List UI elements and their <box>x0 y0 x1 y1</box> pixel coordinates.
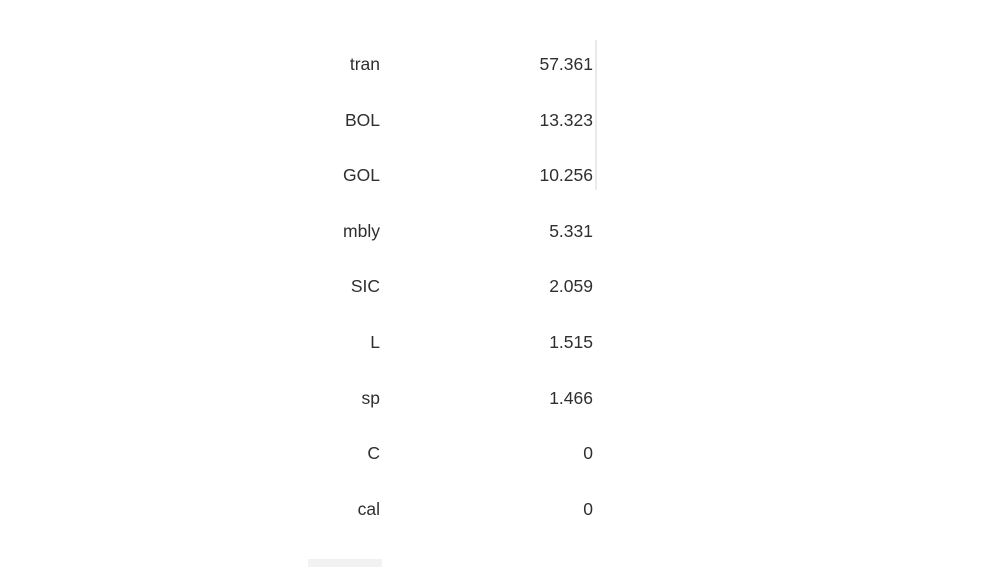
row-label: SIC <box>350 276 380 297</box>
row-value: 5.331 <box>549 220 593 241</box>
row-label: BOL <box>344 109 380 130</box>
table-row <box>0 426 593 482</box>
table-row <box>0 371 593 427</box>
partial-next-element <box>308 559 382 567</box>
row-label: GOL <box>343 165 380 186</box>
row-value: 0 <box>583 498 593 519</box>
key-value-table <box>0 37 593 537</box>
row-label: mbly <box>343 220 380 241</box>
table-row <box>0 259 593 315</box>
row-value: 1.515 <box>549 332 593 353</box>
row-label: tran <box>349 54 380 75</box>
row-value: 57.361 <box>539 54 593 75</box>
row-label: C <box>367 443 380 464</box>
table-row <box>0 37 593 93</box>
row-label: sp <box>361 387 380 408</box>
table-row <box>0 482 593 538</box>
row-label: L <box>370 332 380 353</box>
table-row <box>0 93 593 149</box>
row-value: 1.466 <box>549 387 593 408</box>
row-label: cal <box>357 498 380 519</box>
table-row <box>0 204 593 260</box>
row-value: 2.059 <box>549 276 593 297</box>
table-row <box>0 315 593 371</box>
table-row <box>0 148 593 204</box>
row-value: 10.256 <box>539 165 593 186</box>
row-value: 0 <box>583 443 593 464</box>
scrollbar-thumb[interactable] <box>595 40 597 190</box>
row-value: 13.323 <box>539 109 593 130</box>
